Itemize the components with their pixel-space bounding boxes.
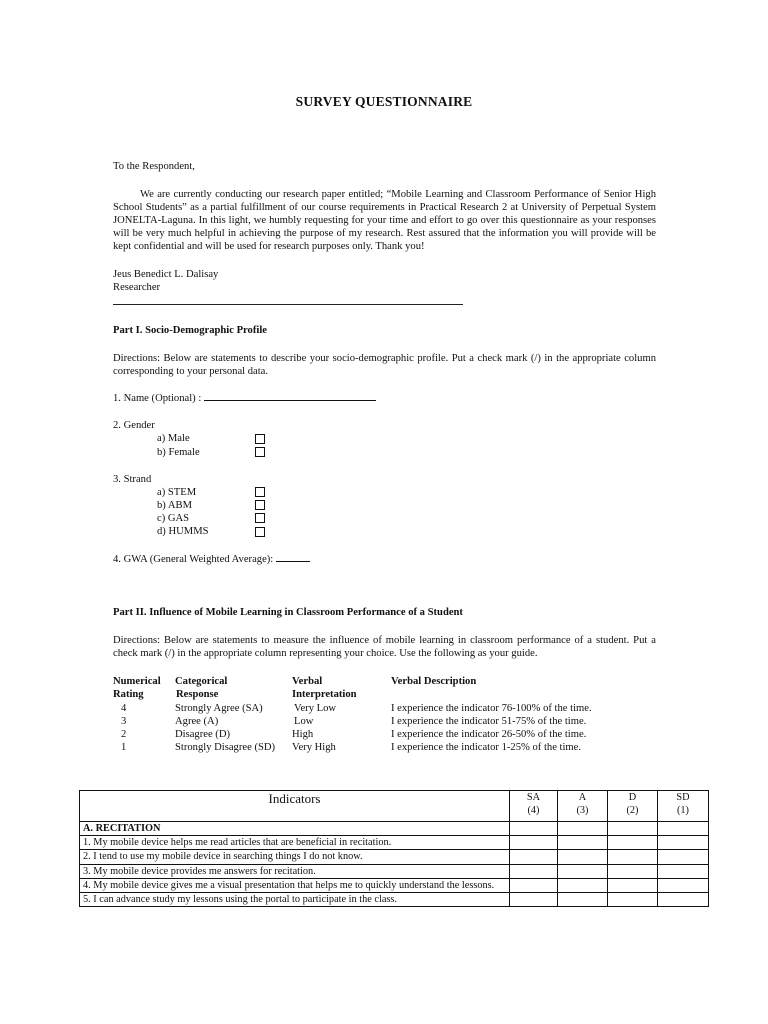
strand-humms-checkbox[interactable] xyxy=(255,527,265,537)
legend-header-response-1: Categorical xyxy=(175,676,228,687)
legend-header-interp-1: Verbal xyxy=(292,676,323,687)
answer-cell-a[interactable] xyxy=(558,822,608,836)
gwa-question xyxy=(113,553,656,566)
indicator-text: 2. I tend to use my mobile device in searching things I do not know. xyxy=(80,850,510,864)
column-abbr: SA xyxy=(526,792,541,803)
answer-cell-sd[interactable] xyxy=(658,850,709,864)
part1-directions: Directions: Below are statements to describe your socio-demographic profile. Put a check mark (/) in the appropriate column corresponding to your personal data. xyxy=(113,353,656,377)
legend-desc: I experience the indicator 76-100% of the time. xyxy=(391,702,592,714)
column-abbr: A xyxy=(578,792,587,803)
name-input-line[interactable] xyxy=(204,400,376,401)
strand-stem-checkbox[interactable] xyxy=(255,487,265,497)
strand-option-abm: b) ABM xyxy=(157,500,193,511)
strand-gas-checkbox[interactable] xyxy=(255,513,265,523)
indicator-text: 1. My mobile device helps me read articles that are beneficial in recitation. xyxy=(80,836,510,850)
answer-cell-a[interactable] xyxy=(558,893,608,907)
answer-cell-d[interactable] xyxy=(608,850,658,864)
legend-interp: Low xyxy=(294,715,314,727)
legend-desc: I experience the indicator 51-75% of the time. xyxy=(391,715,587,727)
rating-legend xyxy=(113,675,592,755)
table-row xyxy=(80,878,709,892)
indicator-text: 3. My mobile device provides me answers for recitation. xyxy=(80,864,510,878)
answer-cell-sa[interactable] xyxy=(510,878,558,892)
legend-rating: 4 xyxy=(121,702,127,714)
table-row xyxy=(80,836,709,850)
salutation: To the Respondent, xyxy=(113,161,195,172)
answer-cell-sd[interactable] xyxy=(658,864,709,878)
gender-label: 2. Gender xyxy=(113,420,155,431)
legend-header-interp-2: Interpretation xyxy=(292,689,357,701)
intro-paragraph: We are currently conducting our research paper entitled; “Mobile Learning and Classroom Performance of Senior High School Students” as a partial fulfillment of our course requirements in Practical Research 2 at University of Perpetual System JONELTA-Laguna. In this light, we humbly requesting for your time and effort to go over this questionnaire as your responses will be very much helpful in achieving the purpose of my research. Rest assured that the information you will provide will be kept confidential and will be used for research purposes only. Thank you! xyxy=(113,189,656,252)
legend-header-desc: Verbal Description xyxy=(391,676,477,687)
legend-rating: 2 xyxy=(121,729,127,741)
column-header-sa xyxy=(510,791,558,822)
researcher-name: Jeus Benedict L. Dalisay xyxy=(113,269,219,280)
section-title: A. RECITATION xyxy=(80,822,510,836)
column-value: (2) xyxy=(626,805,639,817)
researcher-role: Researcher xyxy=(113,282,161,293)
legend-row xyxy=(113,715,592,728)
answer-cell-sa[interactable] xyxy=(510,836,558,850)
legend-interp: High xyxy=(292,729,314,741)
page-title: SURVEY QUESTIONNAIRE xyxy=(295,94,473,109)
answer-cell-sa[interactable] xyxy=(510,850,558,864)
gender-option-male: a) Male xyxy=(157,433,190,444)
column-abbr: SD xyxy=(676,792,690,803)
legend-row xyxy=(113,702,592,715)
part2-heading: Part II. Influence of Mobile Learning in Classroom Performance of a Student xyxy=(113,607,463,618)
signature-divider xyxy=(113,304,463,305)
legend-rating: 1 xyxy=(121,742,127,754)
strand-abm-checkbox[interactable] xyxy=(255,500,265,510)
gender-female-checkbox[interactable] xyxy=(255,447,265,457)
column-value: (3) xyxy=(576,805,589,817)
strand-option-gas: c) GAS xyxy=(157,513,190,524)
answer-cell-d[interactable] xyxy=(608,893,658,907)
table-row xyxy=(80,893,709,907)
legend-header-row xyxy=(113,675,592,688)
legend-response: Agree (A) xyxy=(175,715,219,727)
answer-cell-a[interactable] xyxy=(558,864,608,878)
column-header-sd xyxy=(658,791,709,822)
gwa-label: 4. GWA (General Weighted Average): xyxy=(113,554,274,565)
legend-row xyxy=(113,728,592,741)
answer-cell-sd[interactable] xyxy=(658,878,709,892)
answer-cell-d[interactable] xyxy=(608,864,658,878)
indicator-text: 4. My mobile device gives me a visual presentation that helps me to quickly understand the lessons. xyxy=(80,878,510,892)
legend-header-response-2: Response xyxy=(176,689,219,701)
legend-row xyxy=(113,741,592,754)
indicators-table xyxy=(79,790,709,907)
indicators-header: Indicators xyxy=(80,791,510,822)
answer-cell-sa[interactable] xyxy=(510,893,558,907)
legend-rating: 3 xyxy=(121,715,127,727)
legend-interp: Very High xyxy=(292,742,336,754)
legend-response: Strongly Agree (SA) xyxy=(175,702,263,714)
name-question xyxy=(113,392,656,405)
indicator-text: 5. I can advance study my lessons using the portal to participate in the class. xyxy=(80,893,510,907)
part2-directions: Directions: Below are statements to measure the influence of mobile learning in classroom performance of a student. Put a check mark (/) in the appropriate column representing your choice. Use the following as your guide. xyxy=(113,635,656,659)
column-header-d xyxy=(608,791,658,822)
legend-response: Strongly Disagree (SD) xyxy=(175,742,276,754)
strand-label: 3. Strand xyxy=(113,474,152,485)
column-value: (1) xyxy=(676,805,689,817)
answer-cell-sd[interactable] xyxy=(658,822,709,836)
answer-cell-d[interactable] xyxy=(608,836,658,850)
legend-header-row-2 xyxy=(113,688,592,701)
section-row xyxy=(80,822,709,836)
legend-desc: I experience the indicator 1-25% of the time. xyxy=(391,742,582,754)
column-value: (4) xyxy=(527,805,540,817)
name-label: 1. Name (Optional) : xyxy=(113,393,202,404)
part1-heading: Part I. Socio-Demographic Profile xyxy=(113,325,267,336)
legend-interp: Very Low xyxy=(294,702,337,714)
strand-option-stem: a) STEM xyxy=(157,487,197,498)
gwa-input-line[interactable] xyxy=(276,561,310,562)
legend-header-rating-1: Numerical xyxy=(113,676,161,687)
gender-option-female: b) Female xyxy=(157,447,200,458)
answer-cell-a[interactable] xyxy=(558,850,608,864)
table-row xyxy=(80,864,709,878)
answer-cell-sd[interactable] xyxy=(658,836,709,850)
gender-male-checkbox[interactable] xyxy=(255,434,265,444)
answer-cell-sd[interactable] xyxy=(658,893,709,907)
strand-option-humms: d) HUMMS xyxy=(157,526,209,537)
table-header-row xyxy=(80,791,709,822)
answer-cell-sa[interactable] xyxy=(510,822,558,836)
answer-cell-d[interactable] xyxy=(608,878,658,892)
column-abbr: D xyxy=(628,792,637,803)
answer-cell-d[interactable] xyxy=(608,822,658,836)
table-row xyxy=(80,850,709,864)
legend-response: Disagree (D) xyxy=(175,729,231,741)
answer-cell-sa[interactable] xyxy=(510,864,558,878)
answer-cell-a[interactable] xyxy=(558,836,608,850)
answer-cell-a[interactable] xyxy=(558,878,608,892)
legend-desc: I experience the indicator 26-50% of the time. xyxy=(391,729,587,741)
legend-header-rating-2: Rating xyxy=(113,689,144,701)
column-header-a xyxy=(558,791,608,822)
